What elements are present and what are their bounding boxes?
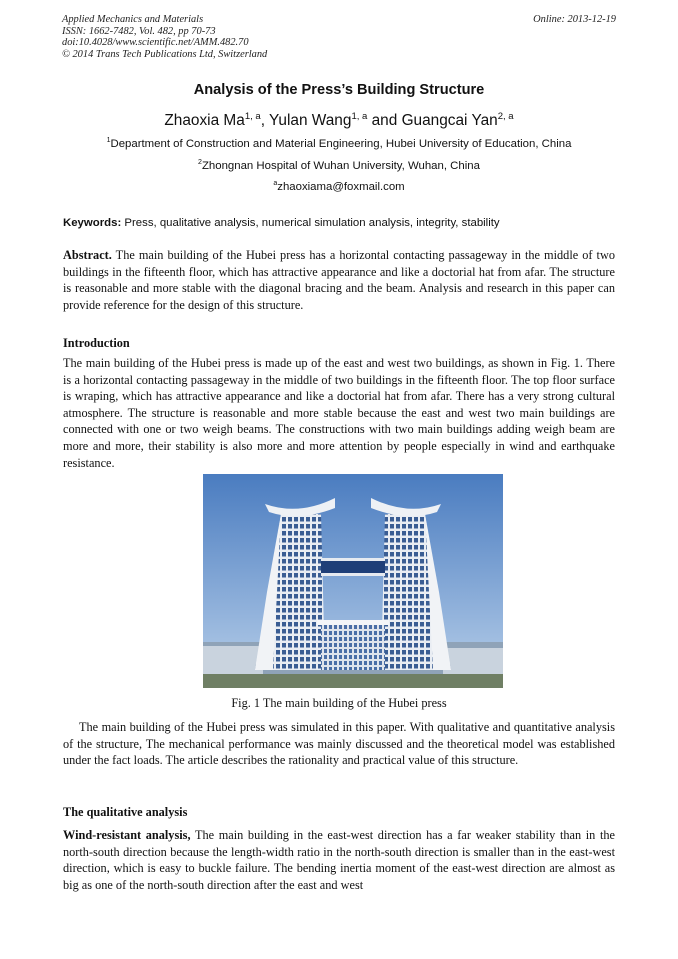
author-affiliation-mark: 1, a xyxy=(244,110,261,122)
abstract xyxy=(63,247,615,313)
figure-caption: Fig. 1 The main building of the Hubei press xyxy=(231,696,447,710)
abstract-label: Abstract. xyxy=(63,248,112,262)
section-heading-qualitative: The qualitative analysis xyxy=(63,805,188,819)
doi-line: doi:10.4028/www.scientific.net/AMM.482.70 xyxy=(62,37,249,48)
affiliation-mark: a xyxy=(273,180,278,188)
author-name: Zhaoxia Ma xyxy=(164,112,245,129)
copyright-line: © 2014 Trans Tech Publications Ltd, Switzerland xyxy=(62,48,268,60)
affiliation xyxy=(0,138,678,150)
author-separator: and xyxy=(367,112,402,129)
paragraph-text: The main building in the east-west direction has a far weaker stability than in the north-south direction because the length-width ratio in the north-south direction is smaller than in the east-west direction, which is easy to buckle failure. The bending inertia moment of the east-west direction are almost as big as one of the north-south direction after the east and west xyxy=(63,828,615,892)
paper-title: Analysis of the Press’s Building Structure xyxy=(193,82,485,98)
introduction-paragraph: The main building of the Hubei press is made up of the east and west two buildings, as shown in Fig. 1. There is a horizontal contacting passageway in the middle of two buildings in the fifteenth floor. The top floor surface is wraping, which has attractive appearance and like a doctorial hat from afar. There has a very strong cultural atmosphere. The structure is reasonable and more stable because the east and west two main buildings are connected with one or two weigh beams. The constructions with two main buildings adding weigh beam are more and more, their stability is also more and more attention by people especially in wind and earthquake resistance. xyxy=(63,356,615,470)
author-list xyxy=(0,112,678,130)
section-heading-introduction: Introduction xyxy=(63,336,130,350)
affiliation-text: Department of Construction and Material Engineering, Hubei University of Education, China xyxy=(110,138,572,150)
paragraph-lead: Wind-resistant analysis, xyxy=(63,828,191,842)
email-text: zhaoxiama@foxmail.com xyxy=(277,181,405,193)
author-separator: , xyxy=(260,112,269,129)
author-name: Yulan Wang xyxy=(269,112,352,129)
author-affiliation-mark: 1, a xyxy=(351,110,368,122)
building-illustration xyxy=(203,474,503,688)
podium xyxy=(321,624,385,670)
author-affiliation-mark: 2, a xyxy=(497,110,514,122)
affiliation-mark: 2 xyxy=(198,159,202,167)
author-name: Guangcai Yan xyxy=(401,112,498,129)
affiliation-email xyxy=(0,181,678,193)
journal-header xyxy=(62,14,267,60)
qualitative-paragraph xyxy=(63,827,615,893)
keywords-text: Press, qualitative analysis, numerical simulation analysis, integrity, stability xyxy=(121,217,500,229)
keywords-label: Keywords: xyxy=(63,217,122,229)
issn-line: ISSN: 1662-7482, Vol. 482, pp 70-73 xyxy=(62,25,216,37)
keywords xyxy=(63,217,623,229)
online-date: Online: 2013-12-19 xyxy=(533,14,616,25)
connecting-passageway xyxy=(321,560,385,574)
journal-name: Applied Mechanics and Materials xyxy=(62,14,204,25)
affiliation xyxy=(0,160,678,172)
body-paragraph: The main building of the Hubei press was simulated in this paper. With qualitative and quantitative analysis of the structure, The mechanical performance was mainly discussed and the theoretical model was established under the fact loads. The article describes the rationality and practical value of this structure. xyxy=(63,720,615,768)
affiliation-mark: 1 xyxy=(106,137,111,145)
abstract-text: The main building of the Hubei press has a horizontal contacting passageway in the middle of two buildings in the fifteenth floor, which has attractive appearance and like a doctorial hat from afar. The structure is reasonable and more stable with the diagonal bracing and the beam. Analysis and research in this paper can provide reference for the design of this structure. xyxy=(63,248,615,312)
ground xyxy=(203,674,503,688)
building-photo xyxy=(203,474,503,688)
affiliation-text: Zhongnan Hospital of Wuhan University, Wuhan, China xyxy=(201,160,480,172)
